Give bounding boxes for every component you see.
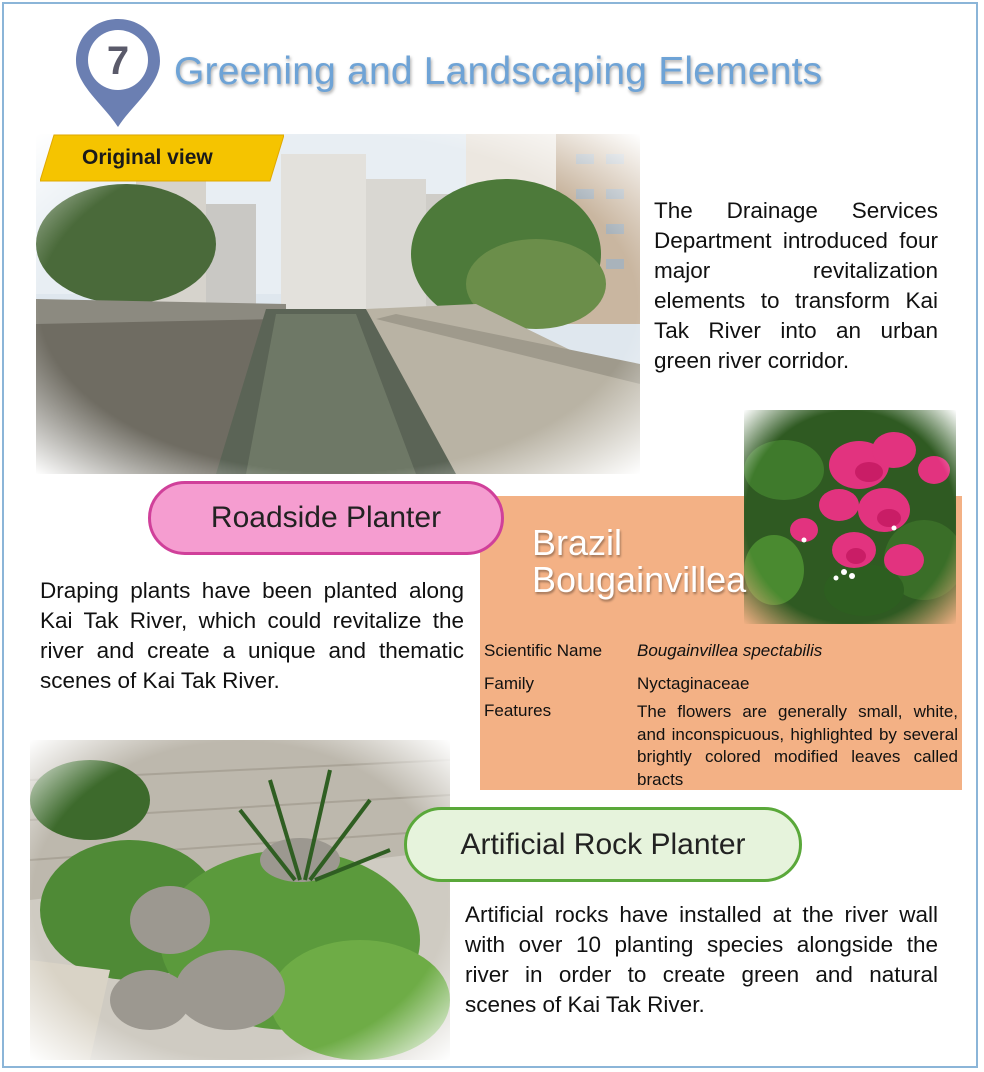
artificial-rock-planter-heading: Artificial Rock Planter — [404, 807, 802, 882]
family-label: Family — [484, 674, 535, 693]
scientific-name-label: Scientific Name — [484, 641, 603, 660]
intro-text: The Drainage Services Department introduced four major revitalization elements to transform Kai Tak River into an urban green river corridor. — [654, 198, 938, 373]
original-view-photo — [36, 134, 640, 474]
bougainvillea-photo — [744, 410, 956, 624]
features-label: Features — [484, 701, 552, 720]
artificial-rock-planter-description: Artificial rocks have installed at the river wall with over 10 planting species alongside the river in order to create green and natural scenes of Kai Tak River. — [465, 902, 938, 1017]
plant-name-line1: Brazil — [532, 522, 623, 563]
location-pin-icon — [74, 17, 162, 129]
plant-name — [532, 524, 746, 598]
original-view-label: Original view — [82, 146, 213, 169]
roadside-planter-description: Draping plants have been planted along Kai Tak River, which could revitalize the river and create a unique and thematic scenes of Kai Tak River. — [40, 578, 464, 693]
rock-planter-photo — [30, 740, 450, 1060]
family-value: Nyctaginaceae — [637, 674, 750, 693]
step-number: 7 — [106, 39, 130, 83]
scientific-name-value: Bougainvillea spectabilis — [637, 641, 823, 660]
roadside-planter-heading: Roadside Planter — [148, 481, 504, 555]
features-value: The flowers are generally small, white, and inconspicuous, highlighted by several brightly colored modified leaves called bracts — [637, 702, 958, 789]
plant-name-line2: Bougainvillea — [532, 559, 747, 600]
page-title: Greening and Landscaping Elements — [174, 50, 823, 93]
